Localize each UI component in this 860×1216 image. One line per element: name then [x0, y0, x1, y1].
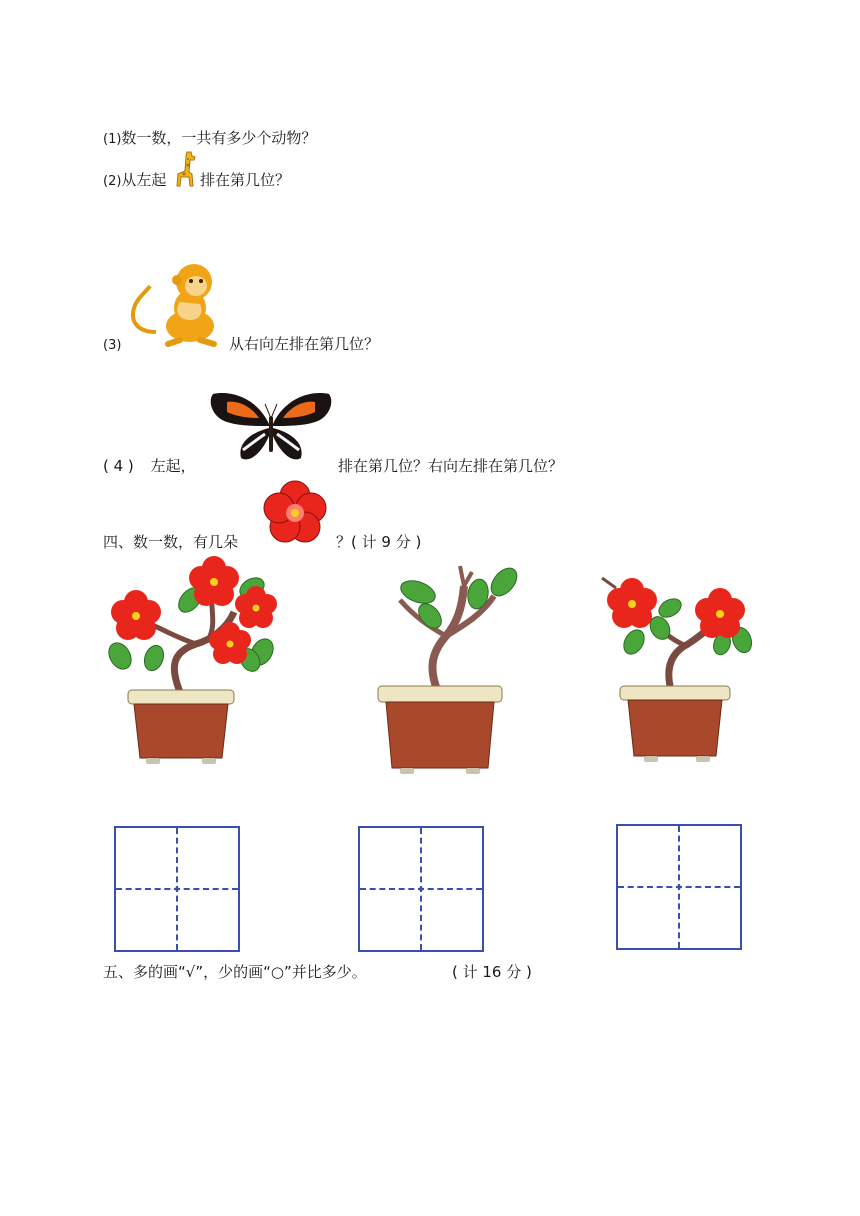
bonsai-pot — [596, 566, 756, 770]
answer-grid[interactable] — [358, 826, 484, 952]
section-4-score: ？( 计 9 分 ) — [336, 533, 422, 551]
question-text: 数一数，一共有多少个动物？ — [121, 129, 317, 147]
question-number: (3) — [103, 338, 122, 353]
question-number: (1) — [103, 132, 122, 147]
question-4-text: 排在第几位？右向左排在第几位？ — [338, 457, 564, 475]
bonsai-pot — [100, 552, 295, 770]
monkey-image — [128, 262, 224, 348]
bonsai-pot — [370, 556, 530, 776]
answer-grid[interactable] — [114, 826, 240, 952]
flower-icon — [260, 478, 330, 548]
section-5-score: ( 计 16 分 ) — [452, 963, 532, 981]
question-3 — [103, 334, 121, 356]
question-text-before: 左起， — [150, 457, 196, 475]
question-text-after: 排在第几位？ — [200, 171, 291, 189]
giraffe-icon — [172, 150, 198, 188]
butterfly-image — [207, 388, 335, 468]
section-5-title: 五、多的画“√”，少的画“○”并比多少。 — [103, 963, 367, 981]
question-1 — [103, 128, 316, 150]
answer-grid[interactable] — [616, 824, 742, 950]
question-3-text: 从右向左排在第几位？ — [229, 335, 380, 353]
question-number: ( 4 ) — [103, 457, 134, 475]
question-4 — [103, 456, 196, 476]
question-number: (2) — [103, 174, 122, 189]
section-4-title: 四、数一数，有几朵 — [103, 533, 239, 551]
question-text-before: 从左起 — [121, 171, 167, 189]
